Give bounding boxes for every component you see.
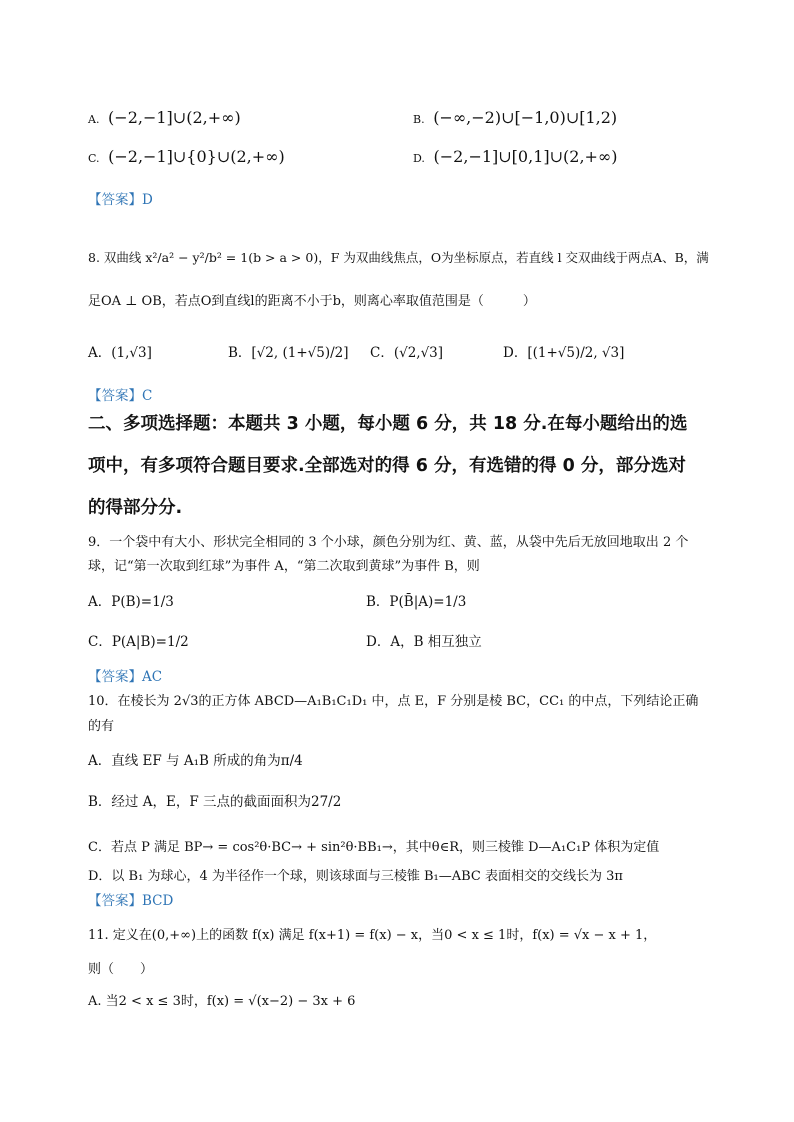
section-heading-line2: 项中，有多项符合题目要求.全部选对的得 6 分，有选错的得 0 分，部分选对 [88,456,686,476]
q8-option-b: B．[√2, (1+√5)/2] [228,345,349,361]
q8-stem-line2: 足OA ⊥ OB，若点O到直线l的距离不小于b，则离心率取值范围是（ ） [88,294,536,309]
q9-stem-line1: 9．一个袋中有大小、形状完全相同的 3 个小球，颜色分别为红、黄、蓝，从袋中先后无放回地取出 2 个 [88,535,689,550]
q8-stem-line1: 8. 双曲线 x²/a² − y²/b² = 1(b > a > 0)，F 为双曲线焦点，O为坐标原点，若直线 l 交双曲线于两点A、B，满 [88,250,709,265]
q10-stem-line1: 10．在棱长为 2√3的正方体 ABCD—A₁B₁C₁D₁ 中，点 E，F 分别是棱 BC，CC₁ 的中点，下列结论正确 [88,694,699,709]
q9-option-d: D．A，B 相互独立 [366,634,482,650]
q7-option-a: A. (−2,−1]∪(2,+∞) [88,108,241,127]
q10-option-d: D．以 B₁ 为球心，4 为半径作一个球，则该球面与三棱锥 B₁—ABC 表面相交的交线长为 3π [88,869,623,884]
q8-option-a: A．(1,√3] [88,345,152,361]
q7-option-b: B. (−∞,−2)∪[−1,0)∪[1,2) [413,108,618,127]
q11-option-a: A. 当2 < x ≤ 3时，f(x) = √(x−2) − 3x + 6 [88,994,356,1009]
q7-option-c: C. (−2,−1]∪{0}∪(2,+∞) [88,147,285,166]
q11-stem-line2: 则（ ） [88,962,154,977]
q8-answer: 【答案】C [88,388,153,404]
q10-option-a: A．直线 EF 与 A₁B 所成的角为π/4 [88,753,303,769]
q9-option-c: C．P(A|B)=1/2 [88,634,189,650]
q9-stem-line2: 球，记“第一次取到红球”为事件 A，“第二次取到黄球”为事件 B，则 [88,559,480,574]
q8-option-d: D．[(1+√5)/2, √3] [503,345,625,361]
q9-answer: 【答案】AC [88,669,163,685]
q11-stem-line1: 11. 定义在(0,+∞)上的函数 f(x) 满足 f(x+1) = f(x) − x，当0 < x ≤ 1时，f(x) = √x − x + 1， [88,928,657,943]
section-heading-line1: 二、多项选择题：本题共 3 小题，每小题 6 分，共 18 分.在每小题给出的选 [88,414,688,434]
q7-answer: 【答案】D [88,192,153,208]
q10-stem-line2: 的有 [88,719,115,734]
q7-option-d: D. (−2,−1]∪[0,1]∪(2,+∞) [413,147,618,166]
q9-option-a: A．P(B)=1/3 [88,594,174,610]
q9-option-b: B．P(B̄|A)=1/3 [366,594,467,610]
section-heading-line3: 的得部分分. [88,498,183,518]
q10-option-c: C．若点 P 满足 BP→ = cos²θ·BC→ + sin²θ·BB₁→，其中θ∈R，则三棱锥 D—A₁C₁P 体积为定值 [88,840,660,855]
q8-option-c: C．(√2,√3] [370,345,444,361]
q10-answer: 【答案】BCD [88,893,174,909]
q10-option-b: B．经过 A，E，F 三点的截面面积为27/2 [88,794,342,810]
